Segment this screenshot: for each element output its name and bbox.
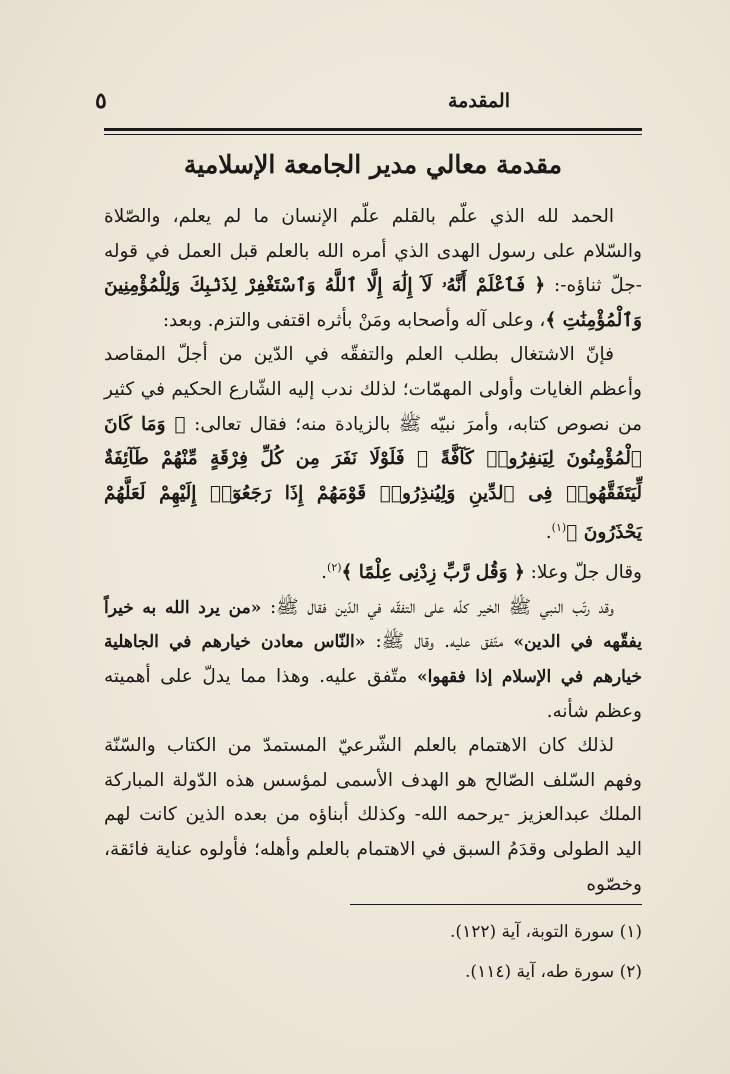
- page-header: [95, 88, 640, 124]
- quran-verse: ﴿ فَٱعْلَمْ أَنَّهُۥ لَآ إِلَٰهَ إِلَّا ٱللَّهُ وَٱسْتَغْفِرْ لِذَنۢبِكَ وَلِلْمُؤْمِنِينَ وَٱلْمُؤْمِنَٰتِ ﴾: [104, 275, 642, 331]
- paragraph-text: فإنّ الاشتغال بطلب العلم والتفقّه في الدّين من أجلّ المقاصد وأعظم الغايات وأولى المهمّات؛ لذلك ندب إليه الشّارع الحكيم في كثير من نصوص كتابه، وأمرَ نبيّه ﷺ بالزيادة منه؛ فقال تعالى:: [104, 344, 642, 435]
- header-rule-thin: [104, 134, 642, 135]
- footnote-item: (٢) سورة طه، آية (١١٤).: [465, 962, 642, 982]
- paragraph: [104, 729, 642, 902]
- footnote-rule: [350, 904, 642, 905]
- paragraph-text: وقال جلّ وعلا:: [524, 562, 642, 584]
- body-text: [104, 200, 642, 902]
- footnotes: [104, 912, 642, 992]
- page-number: ٥: [95, 88, 107, 114]
- paragraph: [104, 551, 642, 591]
- paragraph-text: .: [321, 562, 328, 584]
- paragraph-text: متّفق عليه. وقال ﷺ:: [365, 631, 514, 653]
- section-title: المقدمة: [447, 90, 510, 112]
- paragraph-text: الحمد لله الذي علّم بالقلم علّم الإنسان ما لم يعلم، والصّلاة والسّلام على رسول الهدى الذي أمره الله بالعلم قبل العمل في قوله -جلّ ثناؤه-:: [104, 206, 643, 297]
- hadith-quote: «من يرد الله به خيراً يفقّهه في الدين»: [104, 597, 642, 653]
- paragraph: [104, 591, 642, 729]
- paragraph: [104, 338, 642, 551]
- header-rule-thick: [104, 128, 642, 131]
- paragraph: [104, 200, 642, 338]
- quran-verse: ﴿ وَمَا كَانَ ٱلْمُؤْمِنُونَ لِيَنفِرُوا۟ كَآفَّةً ۚ فَلَوْلَا نَفَرَ مِن كُلِّ فِرْقَةٍ مِّنْهُمْ طَآئِفَةٌ لِّيَتَفَقَّهُوا۟ فِى ٱلدِّينِ وَلِيُنذِرُوا۟ قَوْمَهُمْ إِذَا رَجَعُوٓا۟ إِلَيْهِمْ لَعَلَّهُمْ يَحْذَرُونَ ﴾: [104, 413, 642, 544]
- paragraph-text: وقد رتّب النبي ﷺ الخير كلّه على التفقّه في الدّين فقال ﷺ:: [261, 596, 614, 618]
- chapter-title: مقدمة معالي مدير الجامعة الإسلامية: [183, 150, 563, 179]
- paragraph-text: ، وعلى آله وأصحابه ومَنْ بأثره اقتفى والتزم. وبعد:: [162, 309, 546, 331]
- footnote-ref: (٢): [327, 561, 342, 575]
- footnote-ref: (١): [551, 521, 567, 535]
- footnote-item: (١) سورة التوبة، آية (١٢٢).: [450, 922, 642, 942]
- paragraph-text: .: [545, 522, 552, 544]
- paragraph-text: متّفق عليه. وهذا مما يدلّ على أهميته وعظم شأنه.: [104, 666, 642, 722]
- quran-verse: ﴿ وَقُل رَّبِّ زِدْنِى عِلْمًا ﴾: [341, 562, 525, 584]
- hadith-quote: «النّاس معادن خيارهم في الجاهلية خيارهم في الإسلام إذا فقهوا»: [104, 632, 643, 688]
- paragraph-text: لذلك كان الاهتمام بالعلم الشّرعيّ المستمدّ من الكتاب والسّنّة وفهم السّلف الصّالح هو الهدف الأسمى لمؤسس هذه الدّولة المباركة الملك عبدالعزيز -يرحمه الله- وكذلك أبناؤه من بعده الذين كانت لهم اليد الطولى وقدَمُ السبق في الاهتمام بالعلم وأهله؛ فأولوه عناية فائقة، وخصّوه: [104, 735, 642, 895]
